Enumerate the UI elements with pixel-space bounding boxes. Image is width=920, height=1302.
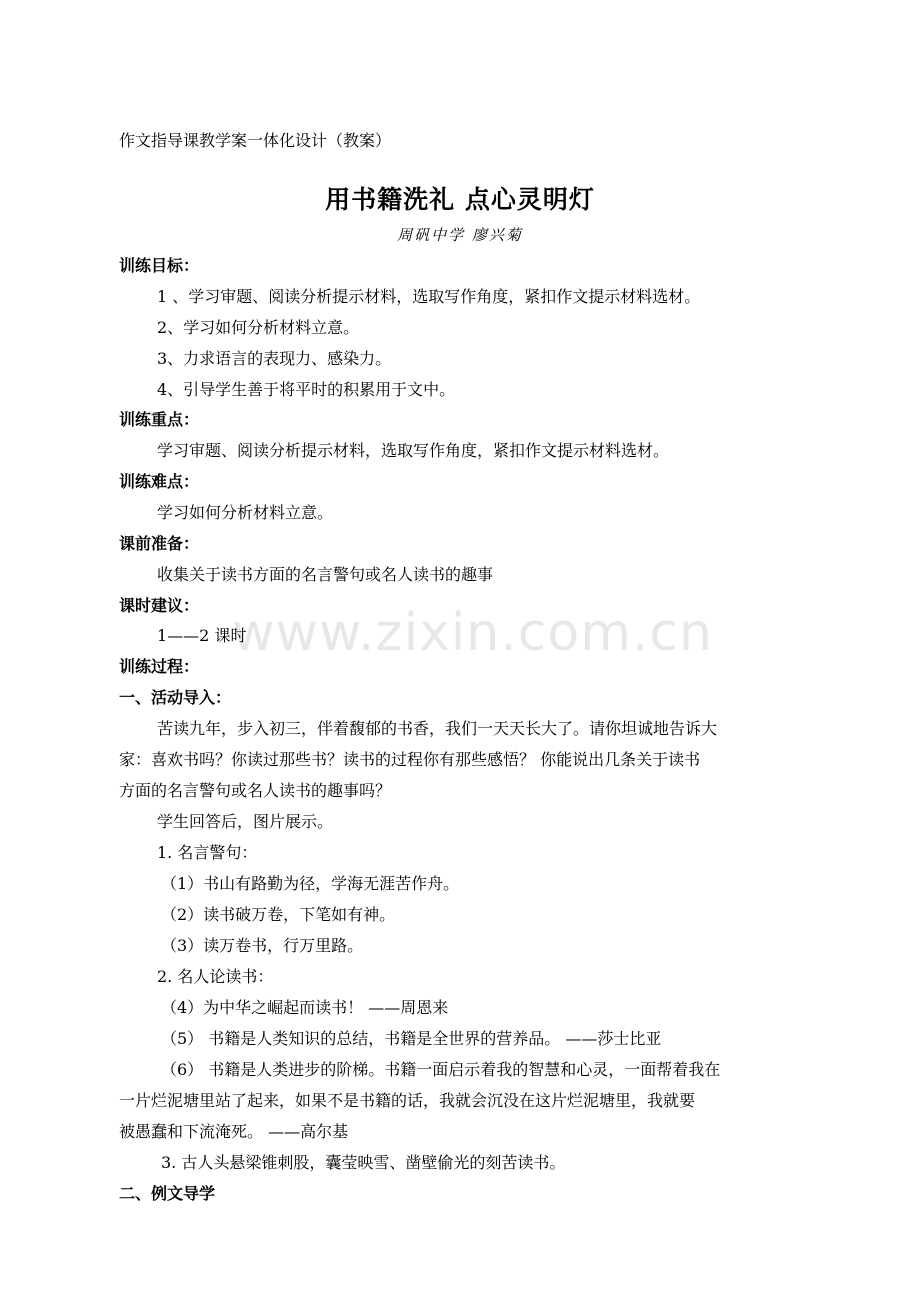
famous6-line: 一片烂泥塘里站了起来，如果不是书籍的话，我就会沉没在这片烂泥塘里，我就要 bbox=[119, 1091, 696, 1110]
process-heading: 训练过程： bbox=[119, 657, 200, 676]
prep-heading: 课前准备： bbox=[119, 534, 200, 553]
goals-heading: 训练目标： bbox=[119, 256, 200, 275]
hours-text: 1——2 课时 bbox=[157, 626, 247, 645]
ancient-text: 3. 古人头悬梁锥刺股，囊莹映雪、凿壁偷光的刻苦读书。 bbox=[161, 1153, 566, 1172]
prep-text: 收集关于读书方面的名言警句或名人读书的趣事 bbox=[157, 565, 494, 584]
document-author: 周矾中学 廖兴菊 bbox=[397, 226, 523, 244]
part1-heading: 一、活动导入： bbox=[119, 688, 232, 707]
goal-item: 2、学习如何分析材料立意。 bbox=[157, 318, 360, 337]
watermark: www.zixin.com.cn bbox=[232, 603, 713, 663]
famous-item: （5） 书籍是人类知识的总结，书籍是全世界的营养品。 ——莎士比亚 bbox=[161, 1029, 662, 1048]
quote-item: （1）书山有路勤为径，学海无涯苦作舟。 bbox=[161, 874, 460, 893]
document-title: 用书籍洗礼 点心灵明灯 bbox=[325, 185, 595, 214]
famous-heading: 2. 名人论读书： bbox=[157, 967, 274, 986]
difficulty-text: 学习如何分析材料立意。 bbox=[157, 503, 334, 522]
famous6-line: 被愚蠢和下流淹死。 ——高尔基 bbox=[119, 1122, 349, 1141]
famous-item: （4）为中华之崛起而读书！ ——周恩来 bbox=[161, 998, 449, 1017]
difficulty-heading: 训练难点： bbox=[119, 472, 200, 491]
goal-item: 4、引导学生善于将平时的积累用于文中。 bbox=[157, 380, 456, 399]
goal-item: 1 、学习审题、阅读分析提示材料，选取写作角度，紧扣作文提示材料选材。 bbox=[157, 287, 701, 306]
quote-item: （2）读书破万卷，下笔如有神。 bbox=[161, 905, 396, 924]
document-header: 作文指导课教学案一体化设计（教案） bbox=[119, 131, 392, 150]
after-answer-text: 学生回答后，图片展示。 bbox=[157, 812, 334, 831]
quote-item: （3）读万卷书，行万里路。 bbox=[161, 936, 364, 955]
hours-heading: 课时建议： bbox=[119, 596, 200, 615]
focus-text: 学习审题、阅读分析提示材料，选取写作角度，紧扣作文提示材料选材。 bbox=[157, 441, 670, 460]
focus-heading: 训练重点： bbox=[119, 410, 200, 429]
part2-heading: 二、例文导学 bbox=[119, 1184, 216, 1203]
intro-line: 家：喜欢书吗？你读过那些书？读书的过程你有那些感悟？ 你能说出几条关于读书 bbox=[119, 750, 701, 769]
goal-item: 3、力求语言的表现力、感染力。 bbox=[157, 349, 392, 368]
famous6-line: （6） 书籍是人类进步的阶梯。书籍一面启示着我的智慧和心灵，一面帮着我在 bbox=[161, 1060, 721, 1079]
quotes-heading: 1. 名言警句： bbox=[157, 843, 258, 862]
intro-line: 方面的名言警句或名人读书的趣事吗？ bbox=[119, 781, 392, 800]
intro-line: 苦读九年，步入初三，伴着馥郁的书香，我们一天天长大了。请你坦诚地告诉大 bbox=[157, 719, 718, 738]
